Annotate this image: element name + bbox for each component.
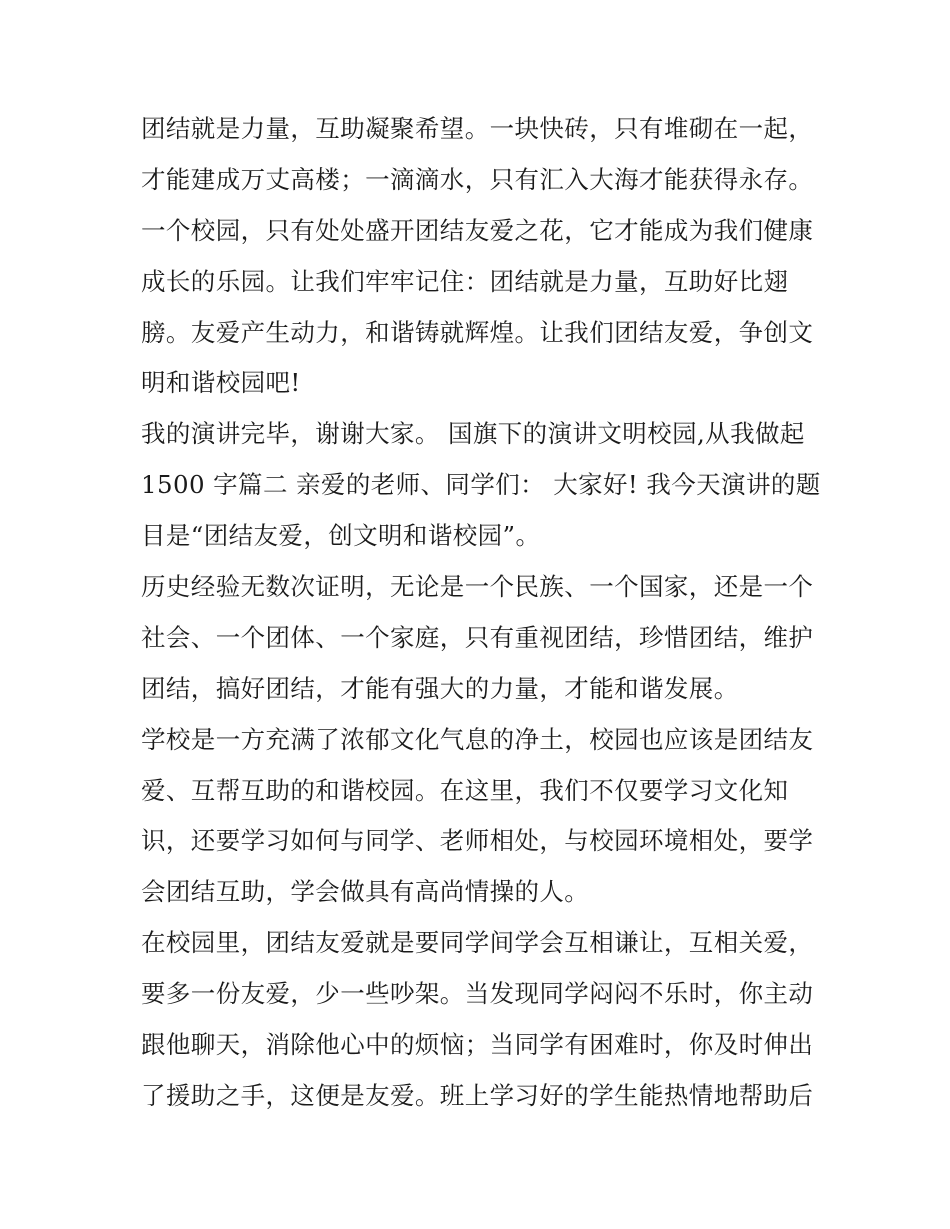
text-line: 明和谐校园吧!	[141, 368, 301, 398]
text-line: 一个校园，只有处处盛开团结友爱之花，它才能成为我们健康	[141, 215, 814, 245]
text-line: 才能建成万丈高楼；一滴滴水，只有汇入大海才能获得永存。	[141, 164, 814, 194]
text-line: 要多一份友爱，少一些吵架。当发现同学闷闷不乐时，你主动	[141, 979, 814, 1009]
text-line: 团结就是力量，互助凝聚希望。一块快砖，只有堆砌在一起，	[141, 114, 814, 143]
paragraph-3	[141, 562, 821, 715]
text-line: 成长的乐园。让我们牢牢记住：团结就是力量，互助好比翅	[141, 266, 789, 296]
text-line: 爱、互帮互助的和谐校园。在这里，我们不仅要学习文化知	[141, 775, 789, 805]
text-line: 跟他聊天，消除他心中的烦恼；当同学有困难时，你及时伸出	[141, 1030, 814, 1060]
paragraph-1	[141, 104, 821, 409]
text-line: 团结，搞好团结，才能有强大的力量，才能和谐发展。	[141, 673, 739, 703]
text-line: 了援助之手，这便是友爱。班上学习好的学生能热情地帮助后	[141, 1080, 814, 1110]
paragraph-2	[141, 409, 821, 562]
text-line: 我的演讲完毕，谢谢大家。 国旗下的演讲文明校园,从我做起	[141, 419, 805, 449]
text-line: 学校是一方充满了浓郁文化气息的净土，校园也应该是团结友	[141, 724, 814, 754]
text-line: 在校园里，团结友爱就是要同学间学会互相谦让，互相关爱，	[141, 928, 814, 958]
paragraph-5	[141, 918, 821, 1122]
paragraph-4	[141, 715, 821, 919]
text-line: 识，还要学习如何与同学、老师相处，与校园环境相处，要学	[141, 826, 814, 856]
text-line: 膀。友爱产生动力，和谐铸就辉煌。让我们团结友爱，争创文	[141, 317, 814, 347]
text-line: 历史经验无数次证明，无论是一个民族、一个国家，还是一个	[141, 572, 814, 602]
text-line: 会团结互助，学会做具有高尚情操的人。	[141, 877, 590, 907]
text-line: 目是“团结友爱，创文明和谐校园”。	[141, 521, 541, 551]
text-line: 1500 字篇二 亲爱的老师、同学们： 大家好! 我今天演讲的题	[141, 470, 821, 500]
document-body	[141, 104, 821, 1122]
text-line: 社会、一个团体、一个家庭，只有重视团结，珍惜团结，维护	[141, 622, 814, 652]
